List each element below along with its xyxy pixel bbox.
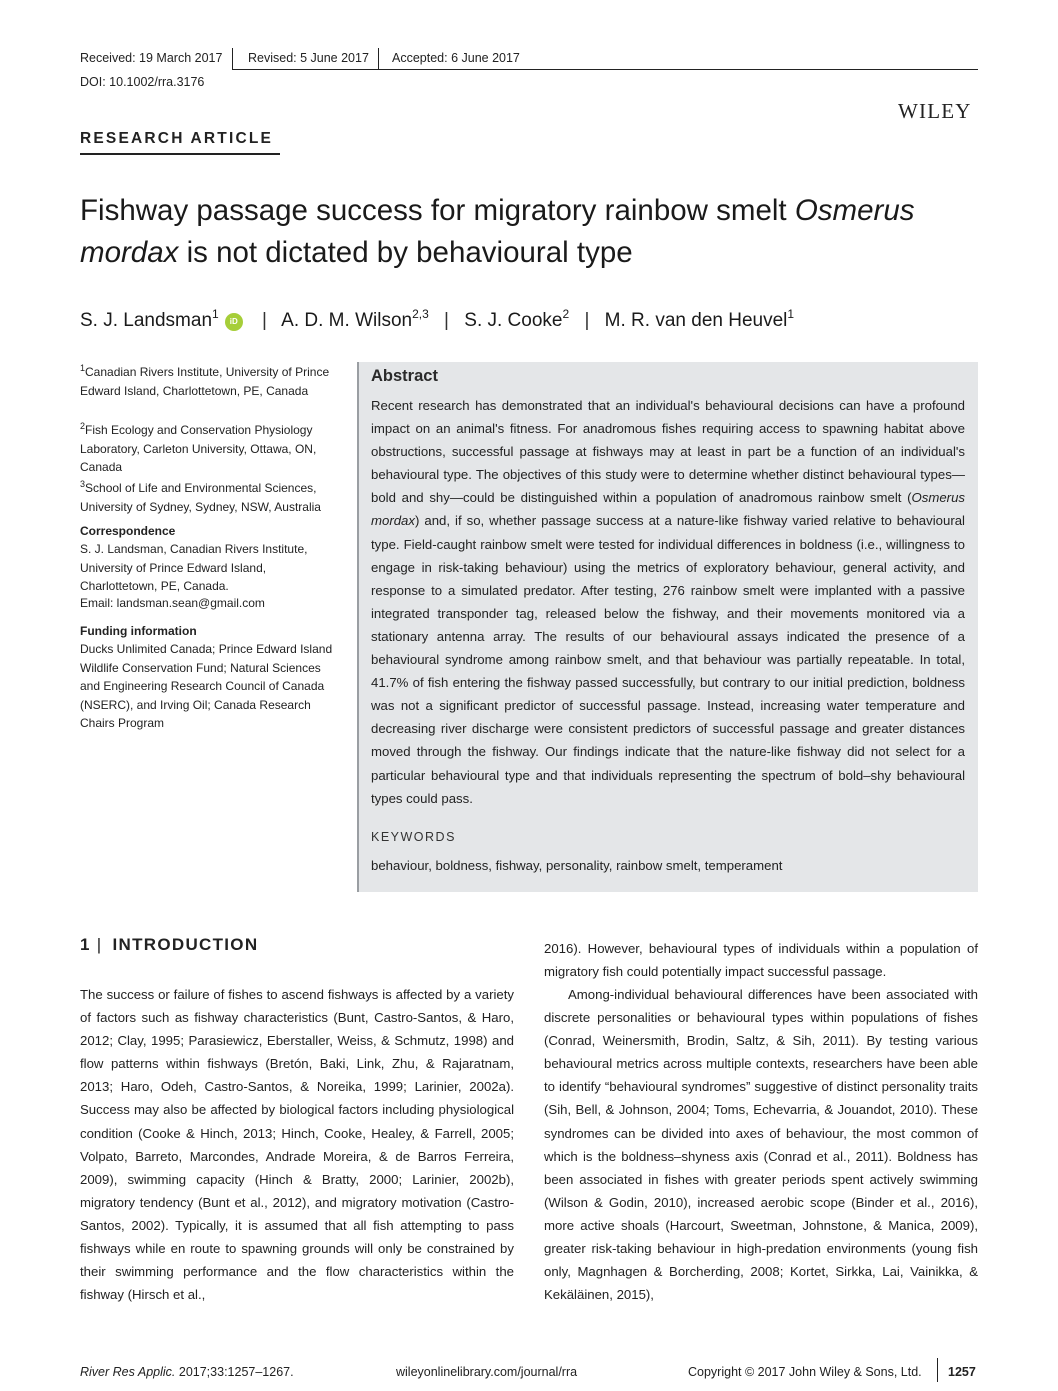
abstract-text (371, 394, 965, 810)
affiliation-number: 1 (80, 363, 86, 373)
header-divider (378, 48, 379, 70)
abstract-text-part: ) and, if so, whether passage success at a nature-like fishway varied relative to behavioural type. Field-caught rainbow smelt were tested for individual differences in boldness (i.e., willingness to engage in risk-taking behaviour) using the metrics of exploratory behaviour, general activity, and response to a simulated predator. After testing, 276 rainbow smelt were implanted with a passive integrated transponder tag, released below the fishway, and their movements monitored via a stationary antenna array. The results of our behavioural assays indicated the presence of a behavioural syndrome among rainbow smelt, and that behaviour was partially repeatable. In total, 41.7% of fish entering the fishway passed successfully, but contrary to our initial prediction, boldness was not a significant predictor of successful passage. Instead, increasing water temperature and decreasing river discharge were consistent predictors of successful passage and greater distances moved through the fishway. Our findings indicate that the nature-like fishway did not select for a particular behavioural type and that individuals representing the spectrum of bold–shy behavioural types could pass. (371, 513, 965, 806)
author-affiliation: 2,3 (412, 307, 429, 321)
affiliation-text: Fish Ecology and Conservation Physiology Laboratory, Carleton University, Ottawa, ON, Canada (80, 423, 317, 474)
publisher-logo: WILEY (898, 99, 972, 123)
correspondence-email[interactable]: Email: landsman.sean@gmail.com (80, 596, 265, 610)
section-number: 1 (80, 935, 91, 954)
correspondence-heading: Correspondence (80, 524, 176, 538)
footer-citation (80, 1365, 294, 1379)
author-separator: | (262, 310, 267, 331)
author-separator: | (584, 310, 590, 331)
header-divider (232, 48, 233, 70)
funding-text: Ducks Unlimited Canada; Prince Edward Island Wildlife Conservation Fund; Natural Sciences and Engineering Research Council of Canada (NSERC), and Irving Oil; Canada Research Chairs Program (80, 642, 333, 730)
affiliation-number: 3 (80, 479, 86, 489)
affiliation (80, 417, 342, 477)
intro-paragraph: 2016). However, behavioural types of individuals within a population of migratory fish could potentially impact successful passage. (544, 941, 978, 980)
affiliation-text: School of Life and Environmental Sciences, University of Sydney, Sydney, NSW, Australia (80, 481, 321, 514)
article-type: RESEARCH ARTICLE (80, 130, 274, 147)
title-part-1: Fishway passage success for migratory rainbow smelt (80, 194, 795, 227)
keywords-heading: KEYWORDS (371, 830, 456, 844)
affiliation (80, 359, 342, 400)
section-separator: | (96, 935, 103, 954)
keywords-text: behaviour, boldness, fishway, personality, rainbow smelt, temperament (371, 858, 783, 873)
intro-paragraph: The success or failure of fishes to ascend fishways is affected by a variety of factors such as fishway characteristics (Bunt, Castro-Santos, & Haro, 2012; Clay, 1995; Parasiewicz, Eberstaller, Weiss, & Schmutz, 1998) and flow patterns within fishways (Bretón, Baki, Link, Zhu, & Rajaratnam, 2013; Haro, Odeh, Castro-Santos, & Noreika, 1999; Larinier, 2002a). Success may also be affected by biological factors including physiological condition (Cooke & Hinch, 2013; Hinch, Cooke, Healey, & Farrell, 2005; Volpato, Barreto, Marcondes, Andrade Moreira, & de Barros Ferreira, 2009), swimming capacity (Hinch & Bratty, 2000; Larinier, 2002b), migratory tendency (Bunt et al., 2012), and migratory motivation (Castro-Santos, 2002). Typically, it is assumed that all fish attempting to pass fishways while en route to spawning grounds will only be constrained by their swimming performance and the flow characteristics within the fishway (Hirsch et al., (80, 987, 514, 1303)
section-title: INTRODUCTION (112, 935, 259, 954)
footer-copyright: Copyright © 2017 John Wiley & Sons, Ltd. (688, 1365, 922, 1379)
affiliation-text: Canadian Rivers Institute, University of Prince Edward Island, Charlottetown, PE, Canada (80, 365, 330, 398)
author-name[interactable]: A. D. M. Wilson (281, 310, 413, 331)
title-species: Osmerus mordax (80, 194, 915, 269)
author-list (80, 300, 794, 335)
abstract-species: Osmerus mordax (371, 490, 965, 529)
received-date: Received: 19 March 2017 (80, 51, 223, 65)
author-separator: | (444, 310, 449, 331)
footer-divider (937, 1358, 938, 1382)
author-affiliation: 1 (787, 307, 795, 321)
affiliation (80, 475, 342, 516)
intro-paragraph: Among-individual behavioural differences have been associated with discrete personalities or behavioural types within populations of fishes (Conrad, Weinersmith, Brodin, Saltz, & Sih, 2011). By testing various behavioural metrics across multiple contexts, researchers have been able to identify “behavioural syndromes” suggestive of distinct personality traits (Sih, Bell, & Johnson, 2004; Toms, Echevarria, & Jouandot, 2010). These syndromes can be divided into axes of behaviour, the most common of which is the boldness–shyness axis (Conrad et al., 2011). Boldness has been associated in fishes with greater periods spent actively swimming (Wilson & Godin, 2010), increased aerobic scope (Binder et al., 2016), more active shoals (Harcourt, Sweetman, Johnstone, & Manica, 2009), greater risk-taking behaviour in high-predation environments (young fish only, Magnhagen & Borcherding, 2008; Kortet, Sirkka, Lai, Vainikka, & Kekäläinen, 2015), (544, 987, 978, 1303)
journal-name: River Res Applic. (80, 1365, 176, 1379)
article-type-rule (80, 153, 280, 155)
revised-date: Revised: 5 June 2017 (248, 51, 369, 65)
accepted-date: Accepted: 6 June 2017 (392, 51, 520, 65)
article-title (80, 190, 990, 274)
intro-heading (80, 935, 258, 955)
correspondence-text: S. J. Landsman, Canadian Rivers Institute, University of Prince Edward Island, Charlottetown, PE, Canada. (80, 542, 308, 593)
author-name[interactable]: S. J. Landsman (80, 310, 213, 331)
page-number: 1257 (948, 1365, 976, 1379)
author-affiliation: 1 (212, 307, 219, 321)
doi: DOI: 10.1002/rra.3176 (80, 75, 205, 89)
title-part-2: is not dictated by behavioural type (178, 236, 633, 269)
author-affiliation: 2 (562, 307, 570, 321)
header-rule (232, 69, 978, 70)
affiliation-number: 2 (80, 421, 86, 431)
abstract-text-part: Recent research has demonstrated that an individual's behavioural decisions can have a profound impact on an animal's fitness. For anadromous fishes requiring access to spawning habitat above obstructions, successful passage at fishways may at least in part be a function of an individual's behavioural type. The objectives of this study were to determine whether distinct behavioural types—bold and shy—could be distinguished within a population of anadromous rainbow smelt ( (371, 398, 965, 506)
abstract-heading: Abstract (371, 367, 438, 385)
funding-heading: Funding information (80, 624, 197, 638)
footer-url[interactable]: wileyonlinelibrary.com/journal/rra (396, 1365, 578, 1379)
author-name[interactable]: M. R. van den Heuvel (604, 310, 788, 331)
citation-details: 2017;33:1257–1267. (175, 1365, 294, 1379)
orcid-icon[interactable]: iD (225, 313, 243, 331)
author-name[interactable]: S. J. Cooke (464, 310, 563, 331)
